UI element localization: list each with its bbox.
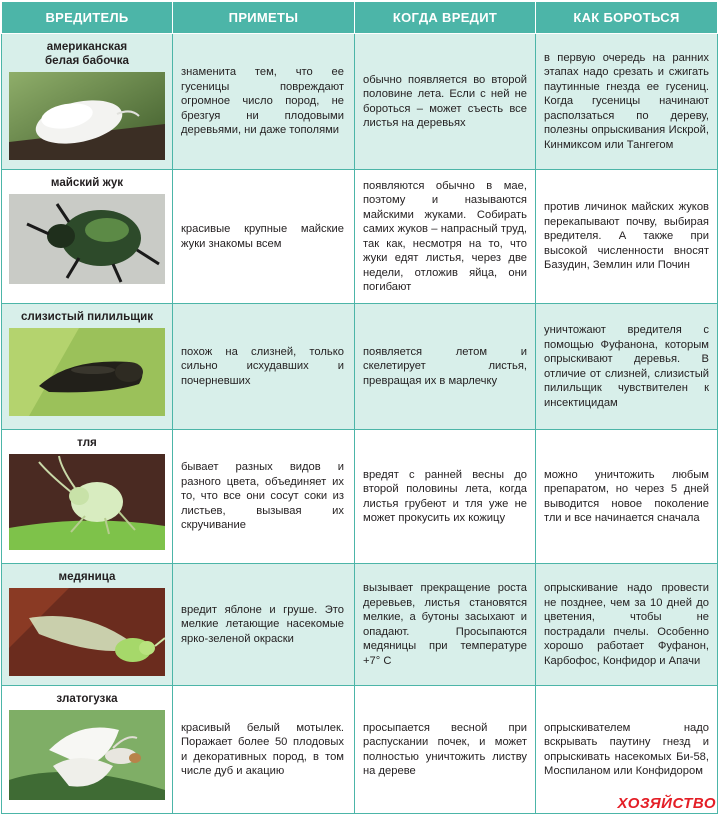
brand-logo: ХОЗЯЙСТВО (617, 795, 716, 812)
header-row (2, 2, 718, 34)
fight-cell: в первую очередь на ранних этапах надо срезать и сжигать паутинные гнезда ее гусениц. Когда гусеницы начинают расползаться по дереву, полезны опрыскивания Искрой, Кинмиксом или Тангегом (536, 34, 718, 170)
pests-table (1, 1, 718, 814)
psyllid-photo (9, 588, 165, 676)
when-cell: появляются обычно в мае, поэтому и называются майскими жуками. Собирать самих жуков – напрасный труд, так как, несмотря на то, что жуки едят листья, через две недели, отложив яйца, они погибают (355, 170, 536, 304)
when-cell: появляется летом и скелетирует листья, превращая их в марлечку (355, 304, 536, 430)
pest-cell (2, 34, 173, 170)
fight-cell: против личинок майских жуков перекапывают почву, выбирая вредителя. А также при высокой численности вносят Базудин, Землин или Почин (536, 170, 718, 304)
when-cell: вредят с ранней весны до второй половины лета, когда листья грубеют и тля уже не может прокусить их кожицу (355, 430, 536, 564)
signs-cell: знаменита тем, что ее гусеницы повреждают огромное число пород, не брезгуя ни плодовыми деревьями, ни даже тополями (173, 34, 355, 170)
table-row (2, 170, 718, 304)
signs-cell: красивые крупные майские жуки знакомы всем (173, 170, 355, 304)
table-row (2, 430, 718, 564)
signs-cell: красивый белый мотылек. Поражает более 50 плодовых и декоративных пород, в том числе дуб и акацию (173, 686, 355, 814)
table-row (2, 34, 718, 170)
pest-name: тля (77, 436, 97, 449)
fight-cell: опрыскивание надо провести не позднее, чем за 10 дней до цветения, чтобы не пострадали пчелы. Особенно хорошо работает Фуфанон, Карбофос, Конфидор и Апачи (536, 564, 718, 686)
signs-cell: бывает разных видов и разного цвета, объединяет их то, что все они сосут соки из листьев, вызывая их скручивание (173, 430, 355, 564)
sawfly-larva-photo (9, 328, 165, 416)
brown-tail-moth-photo (9, 710, 165, 800)
when-cell: обычно появляется во второй половине лета. Если с ней не бороться – может съесть все листья на деревьях (355, 34, 536, 170)
pest-cell (2, 686, 173, 814)
header-fight: КАК БОРОТЬСЯ (536, 2, 718, 34)
header-signs: ПРИМЕТЫ (173, 2, 355, 34)
header-when: КОГДА ВРЕДИТ (355, 2, 536, 34)
table-row (2, 564, 718, 686)
pest-cell (2, 430, 173, 564)
fight-cell: можно уничтожить любым препаратом, но через 5 дней выводится новое поколение тли и все начинается сначала (536, 430, 718, 564)
pest-cell (2, 304, 173, 430)
signs-cell: похож на слизней, только сильно исхудавших и почерневших (173, 304, 355, 430)
pest-cell (2, 564, 173, 686)
pest-cell (2, 170, 173, 304)
pest-name: слизистый пилильщик (20, 310, 154, 323)
table-row (2, 304, 718, 430)
fight-cell: уничтожают вредителя с помощью Фуфанона, которым опрыскивают деревья. В отличие от слизней, слизистый пилильщик чувствителен к инсектицидам (536, 304, 718, 430)
may-beetle-photo (9, 194, 165, 284)
white-moth-photo (9, 72, 165, 160)
pest-name: майский жук (50, 176, 124, 189)
pest-name: златогузка (56, 692, 118, 705)
when-cell: просыпается весной при распускании почек, и может полностью уничтожить листву на дереве (355, 686, 536, 814)
fight-cell: опрыскивателем надо вскрывать паутину гнезд и опрыскивать насекомых Би-58, Моспиланом или Конфидором (536, 686, 718, 814)
when-cell: вызывает прекращение роста деревьев, листья становятся мелкие, а бутоны засыхают и опадают. Просыпаются медяницы при температуре +7° С (355, 564, 536, 686)
aphid-photo (9, 454, 165, 550)
table-row (2, 686, 718, 814)
header-pest: ВРЕДИТЕЛЬ (2, 2, 173, 34)
pest-name: американская белая бабочка (45, 40, 129, 67)
signs-cell: вредит яблоне и груше. Это мелкие летающие насекомые ярко-зеленой окраски (173, 564, 355, 686)
pest-name: медяница (58, 570, 116, 583)
